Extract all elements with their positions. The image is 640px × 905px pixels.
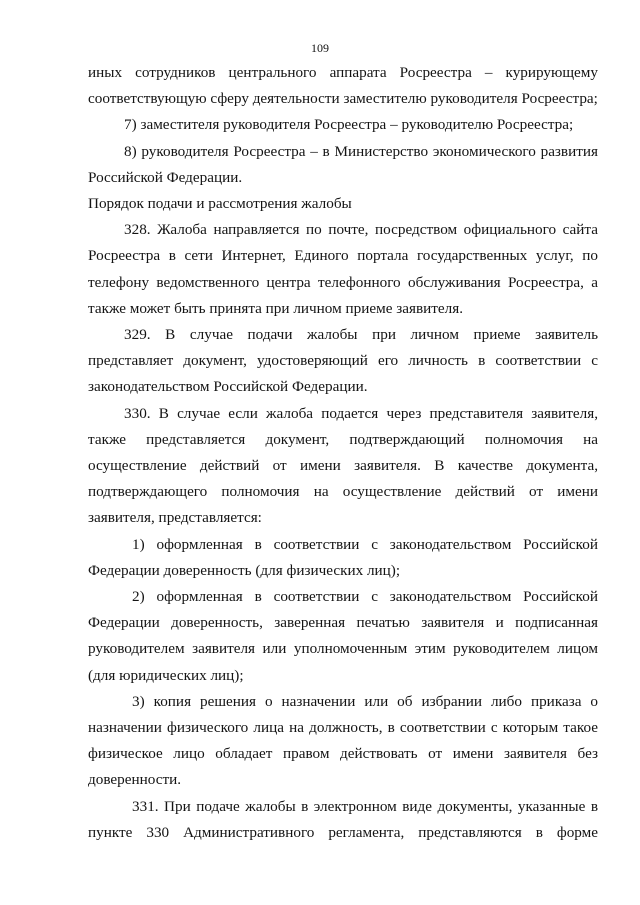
clause-328: 328. Жалоба направляется по почте, посредством официального сайта Росреестра в сети Интернет, Единого портала государственных услуг, по телефону ведомственного центра телефонного обслуживания Росреестра, а также может быть принята при личном приеме заявителя. <box>88 221 598 317</box>
clause-329: 329. В случае подачи жалобы при личном приеме заявитель представляет документ, удостоверяющий его личность в соответствии с законодательством Российской Федерации. <box>88 326 598 396</box>
paragraph-continuation: иных сотрудников центрального аппарата Росреестра – курирующему соответствующую сферу деятельности заместителю руководителя Росреестра; <box>88 64 598 108</box>
list-item-7: 7) заместителя руководителя Росреестра – руководителю Росреестра; <box>124 116 574 134</box>
clause-330-item-3: 3) копия решения о назначении или об избрании либо приказа о назначении физического лица на должность, в соответствии с которым такое физическое лицо обладает правом действовать от имени заявителя без доверенности. <box>88 692 598 789</box>
clause-330-item-1: 1) оформленная в соответствии с законодательством Российской Федерации доверенность (для физических лиц); <box>88 535 598 579</box>
clause-331: 331. При подаче жалобы в электронном виде документы, указанные в пункте 330 Административного регламента, представляются в форме <box>88 797 598 841</box>
page-number: 109 <box>311 41 329 55</box>
clause-330-item-2: 2) оформленная в соответствии с законодательством Российской Федерации доверенность, заверенная печатью заявителя и подписанная руководителем заявителя или уполномоченным этим руководителем лицом (для юридических лиц); <box>88 588 598 684</box>
clause-330: 330. В случае если жалоба подается через представителя заявителя, также представляется документ, подтверждающий полномочия на осуществление действий от имени заявителя. В качестве документа, подтверждающего полномочия на осуществление действий от имени заявителя, представляется: <box>88 404 598 527</box>
list-item-8: 8) руководителя Росреестра – в Министерство экономического развития Российской Федерации. <box>88 142 598 186</box>
section-heading: Порядок подачи и рассмотрения жалобы <box>88 195 352 213</box>
document-body <box>88 60 598 846</box>
